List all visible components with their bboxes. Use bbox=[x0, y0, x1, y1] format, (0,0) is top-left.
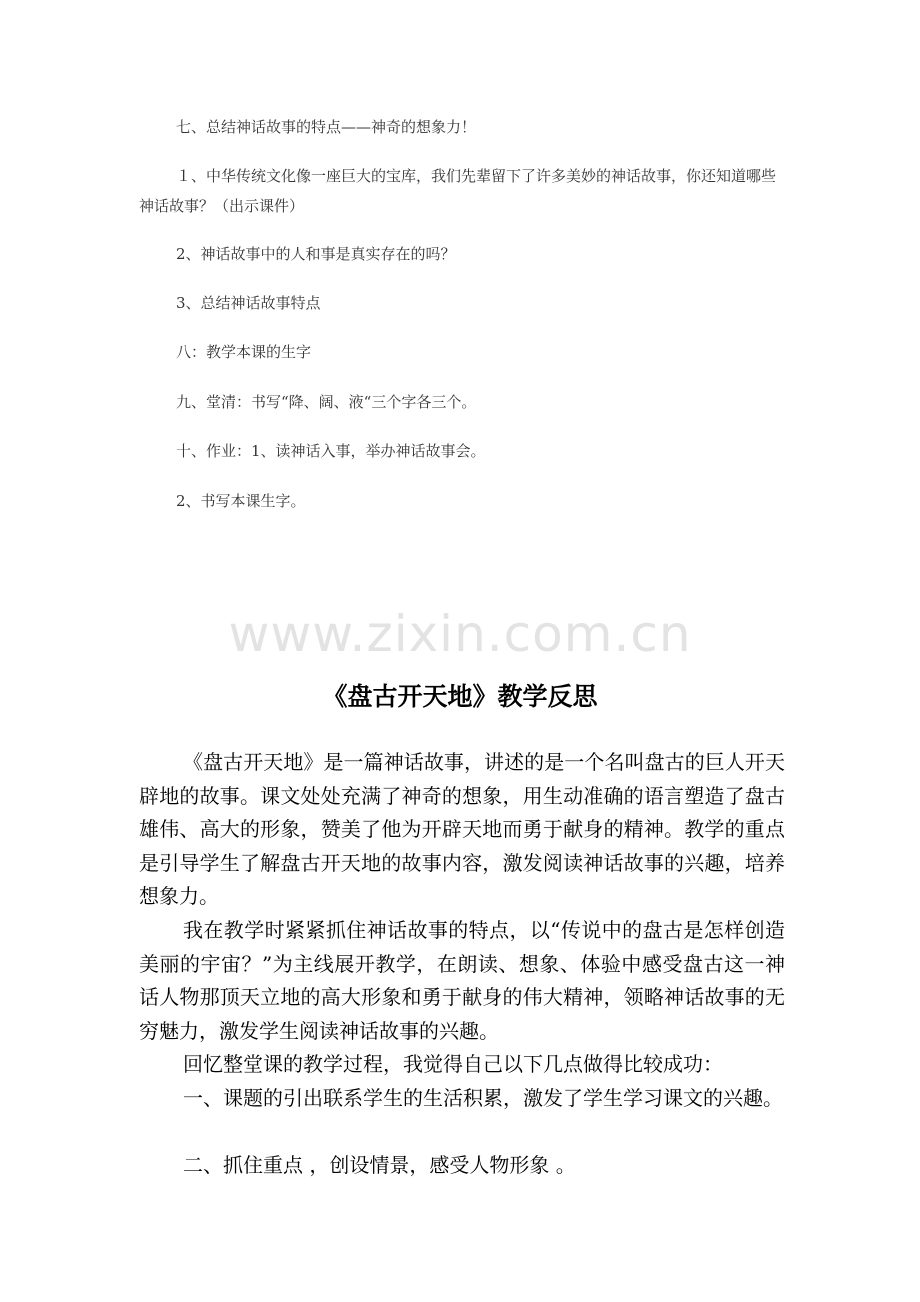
outline-item-10-2: 2、书写本课生字。 bbox=[176, 492, 306, 510]
outline-item-7-1 bbox=[139, 161, 789, 221]
reflection-paragraph-1: 《盘古开天地》是一篇神话故事，讲述的是一个名叫盘古的巨人开天辟地的故事。课文处处充满了神奇的想象，用生动准确的语言塑造了盘古雄伟、高大的形象，赞美了他为开辟天地而勇于献身的精神。教学的重点是引导学生了解盘古开天地的故事内容，激发阅读神话故事的兴趣，培养想象力。 bbox=[139, 750, 785, 908]
outline-item-7-2: 2、神话故事中的人和事是真实存在的吗？ bbox=[176, 245, 456, 263]
outline-item-9: 九、堂清：书写“降、阔、液“三个字各三个。 bbox=[176, 393, 477, 411]
outline-item-7-3: 3、总结神话故事特点 bbox=[176, 294, 321, 312]
outline-item-7: 七、总结神话故事的特点——神奇的想象力！ bbox=[176, 118, 477, 136]
reflection-paragraph-2: 我在教学时紧紧抓住神话故事的特点，以“传说中的盘古是怎样创造美丽的宇宙？”为主线展开教学，在朗读、想象、体验中感受盘古这一神话人物那顶天立地的高大形象和勇于献身的伟大精神，领略神话故事的无穷魅力，激发学生阅读神话故事的兴趣。 bbox=[139, 918, 785, 1043]
reflection-paragraph-3: 回忆整堂课的教学过程，我觉得自己以下几点做得比较成功： bbox=[183, 1052, 723, 1076]
reflection-paragraph-4: 一、课题的引出联系学生的生活积累，激发了学生学习课文的兴趣。 bbox=[183, 1086, 783, 1110]
outline-item-8: 八：教学本课的生字 bbox=[176, 343, 312, 361]
outline-item-7-1-text: １、中华传统文化像一座巨大的宝库，我们先辈留下了许多美妙的神话故事，你还知道哪些神话故事？（出示课件） bbox=[139, 167, 777, 215]
reflection-paragraph-5: 二、抓住重点 ，创设情景，感受人物形象 。 bbox=[183, 1153, 576, 1177]
outline-item-10: 十、作业：1、读神话入事，举办神话故事会。 bbox=[176, 442, 486, 460]
reflection-title: 《盘古开天地》教学反思 bbox=[322, 682, 598, 711]
watermark: www.zixin.com.cn bbox=[228, 605, 692, 663]
